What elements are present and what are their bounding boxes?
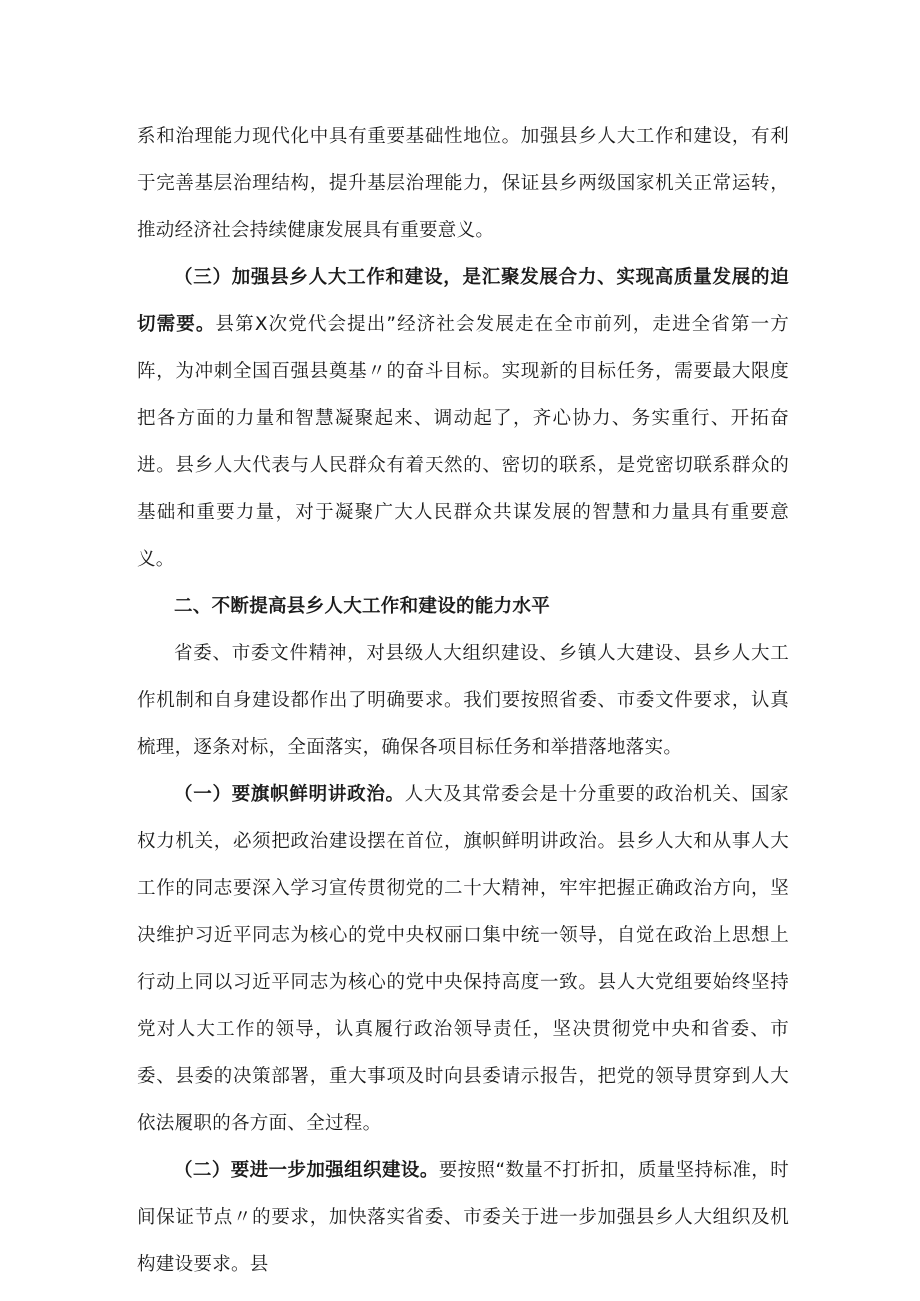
paragraph-4 [137,771,789,1147]
section-heading-2: 二、不断提高县乡人大工作和建设的能力水平 [174,596,551,617]
document-page [137,113,789,1288]
section-3-body: 县第X次党代会提出”经济社会发展走在全市前列，走进全省第一方阵，为冲刺全国百强县奠基〃的奋斗目标。实现新的目标任务，需要最大限度把各方面的力量和智慧凝聚起来、调动起了，齐心协力、务实重行、开拓奋进。县乡人大代表与人民群众有着天然的、密切的联系，是党密切联系群众的基础和重要力量，对于凝聚广大人民群众共谋发展的智慧和力量具有重要意义。 [137,314,790,570]
paragraph-3: 省委、市委文件精神，对县级人大组织建设、乡镇人大建设、县乡人大工作机制和自身建设都作出了明确要求。我们要按照省委、市委文件要求，认真梳理，逐条对标，全面落实，确保各项目标任务和举措落地落实。 [137,643,789,758]
subsection-1-body: 人大及其常委会是十分重要的政治机关、国家权力机关，必须把政治建设摆在首位，旗帜鲜明讲政治。县乡人大和从事人大工作的同志要深入学习宣传贯彻党的二十大精神，牢牢把握正确政治方向，坚决维护习近平同志为核心的党中央权丽口集中统一领导，自觉在政治上思想上行动上同以习近平同志为核心的党中央保持高度一致。县人大党组要始终坚持党对人大工作的领导，认真履行政治领导责任，坚决贯彻党中央和省委、市委、县委的决策部署，重大事项及时向县委请示报告，把党的领导贯穿到人大依法履职的各方面、全过程。 [137,784,789,1134]
paragraph-1: 系和治理能力现代化中具有重要基础性地位。加强县乡人大工作和建设，有利于完善基层治理结构，提升基层治理能力，保证县乡两级国家机关正常运转，推动经济社会持续健康发展具有重要意义。 [137,126,789,241]
section-3-lead: （三）加强县乡人大工作和建设，是汇聚发展合力、实现高质量发展的迫切需要。 [137,267,789,335]
subsection-2-body: 要按照“数量不打折扣，质量坚持标准，时间保证节点〃的要求，加快落实省委、市委关于进一步加强县乡人大组织及机构建设要求。县 [137,1160,789,1275]
paragraph-5 [137,1147,789,1288]
subsection-1-lead: （一）要旗帜鲜明讲政治。 [174,784,405,805]
paragraph-2 [137,254,789,583]
subsection-2-lead: （二）要进一步加强组织建设。 [174,1160,439,1181]
